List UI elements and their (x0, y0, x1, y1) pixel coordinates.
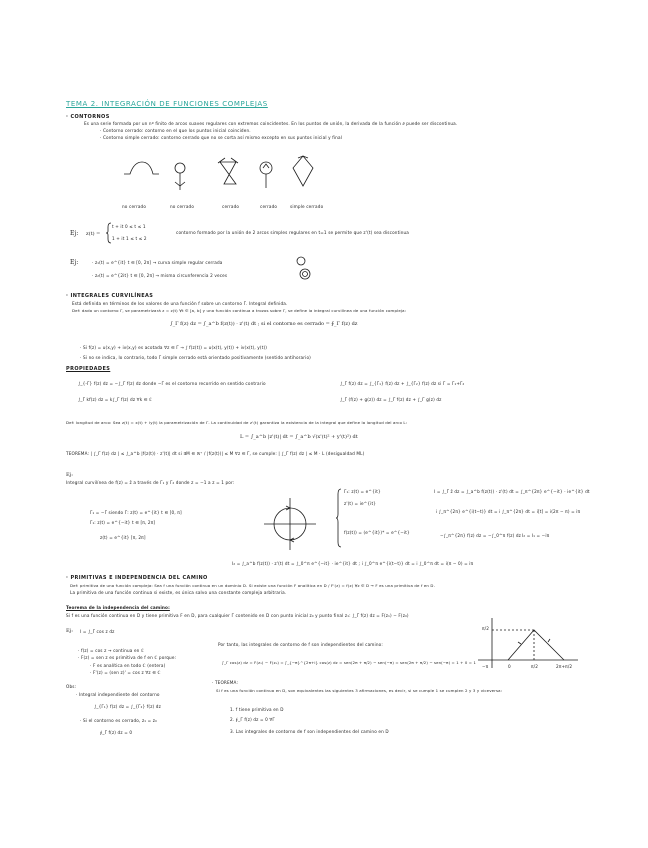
small-circle-icon (296, 256, 306, 266)
longitud-formula: L = ∫_a^b |z'(t)| dt = ∫_a^b √(x'(t)² + y'(t)²) dt (240, 434, 358, 440)
ejemplo-bottom: I₂ = ∫_a^b f(z(t)) · z'(t) dt = ∫_0^π e^{−it} · ie^{it} dt ; i ∫_0^π e^{i(t−t)} dt = i ∫_0^π dt = i(π − 0) = iπ (232, 561, 474, 566)
obs-1: · Integral independiente del contorno (76, 692, 160, 697)
ejemplo-i1: I = ∫_Γ z̄ dz = ∫_a^b f(z(t)) · z'(t) dt = ∫_π^{2π} e^{−it} · ie^{it} dt (434, 489, 590, 494)
prim-b1: · f(z) = cos z → continua en ℂ (78, 648, 145, 653)
integrales-formula: ∫_Γ f(z) dz = ∫_a^b f(z(t)) · z'(t) dt ; si el contorno es cerrado = ∮_Γ f(z) dz (170, 321, 358, 327)
ejemplo-label: Ej: (66, 472, 73, 478)
ejemplo-gamma-1b: Γ₁: z(t) = e^{−it} t ∈ [π, 2π] (90, 520, 156, 525)
propiedad-1: ∫_{-Γ} f(z) dz = −∫_Γ f(z) dz donde −Γ es el contorno recorrido en sentido contrario (78, 381, 266, 386)
prim-b4: · F'(z) = (sen z)' = cos z ∀z ∈ ℂ (90, 670, 161, 675)
prim-ej-label: Ej: (66, 628, 73, 634)
graph-tick-4: 2π+π/2 (556, 664, 573, 669)
propiedades-heading: PROPIEDADES (66, 366, 111, 372)
teorema-item-1: 1. f tiene primitiva en D (230, 707, 284, 712)
contornos-def: Es una serie formada por un nº finito de arcos suaves regulares con extremos coincidentes. En los puntos de unión, la derivada de la función ∂ puede ser discontinua. (84, 121, 458, 126)
primitivas-teorema-head: Teorema de la independencia del camino: (66, 605, 170, 610)
unit-circle-diagram (262, 496, 318, 552)
contornos-bullet-1: · Contorno cerrado: contorno en el que los puntos inicial coinciden. (100, 128, 251, 133)
prim-por-tanto: Por tanto, las integrales de contorno de f son independientes del camino: (218, 642, 383, 647)
teorema-text: Si f es una función continua en D, son equivalentes las siguientes 3 afirmaciones, es decir, si se cumple 1 se cumplen 2 y 3 y viceversa: (216, 688, 503, 693)
integrales-note-2: · Si no se indica, lo contrario, todo Γ simple cerrado está orientado positivamente (sentido antihorario) (80, 355, 311, 360)
ejemplo-i2: i ∫_π^{2π} e^{i(t−t)} dt = i ∫_π^{2π} dt = i[t] = i(2π − π) = iπ (436, 509, 581, 514)
ejemplo-gamma-1: Γ₁ = −Γ siendo Γ: z(t) = e^{it} t ∈ [0, π] (90, 510, 182, 515)
primitivas-def-2: La primitiva de una función continua si existe, es única salvo una constante compleja arbitraria. (70, 590, 287, 595)
integrales-note-1: · Si f(z) = u(x,y) + iv(x,y) es acotada ∀z ∈ Γ → ∫ f(z(t)) = u(x(t), y(t)) + iv(x(t), y(t)) (80, 345, 268, 350)
primitivas-teorema: Si f es una función continua en D y tiene primitiva F en D, para cualquier Γ contenido en D con punto inicial z₀ y punto final z₁: ∫_Γ f(z) dz = F(z₁) − F(z₀) (66, 613, 409, 618)
ej-z-def: z(t) = (86, 231, 101, 237)
prim-ej: I = ∫_Γ cos z dz (80, 629, 115, 634)
graph-tick-1: −π (482, 664, 489, 669)
ej2-line-a: · z₁(t) = e^{it} t ∈ [0, 2π] → curva simple regular cerrada (92, 260, 223, 265)
contornos-heading: · CONTORNOS (66, 114, 110, 120)
ejemplo-i3: −∫_π^{2π} f(z) dz = −∫_0^π f(z) dz (440, 533, 521, 538)
figure-label-3: cerrado (222, 204, 240, 209)
prim-b2: · F(z) = sen z es primitiva de f en ℂ porque: (78, 655, 177, 660)
ejemplo-r2: z'(t) = ie^{it} (344, 501, 377, 506)
contour-figures (120, 152, 350, 200)
teorema-item-2: 2. ∮_Γ f(z) dz = 0 ∀Γ (230, 717, 275, 722)
ej-piece-2: 1 + it 1 ≤ t ≤ 2 (112, 236, 147, 241)
ej2-line-b: · z₂(t) = e^{2it} t ∈ [0, 2π] → misma circunferencia 2 veces (92, 273, 228, 278)
figure-label-1: no cerrado (122, 204, 147, 209)
prim-b3: · F es analítica en todo ℂ (entera) (90, 663, 166, 668)
integrales-heading: · INTEGRALES CURVILÍNEAS (66, 293, 154, 299)
propiedad-2: ∫_Γ kf(z) dz = k∫_Γ f(z) dz ∀k ∈ ℂ (78, 397, 153, 402)
integrales-def-2: Def: dado un contorno Γ, se parametrizará z = z(t) ∀t ∈ [a, b] y una función continua a trozos sobre Γ, se define la integral curvilínea de una función compleja: (72, 308, 407, 313)
graph-y-label: π/2 (482, 626, 490, 631)
result-brace (336, 488, 342, 548)
primitivas-heading: · PRIMITIVAS E INDEPENDENCIA DEL CAMINO (66, 575, 208, 581)
obs-2: ∫_{Γ₁} f(z) dz = ∫_{Γ₂} f(z) dz (94, 704, 161, 709)
figure-label-2: no cerrado (170, 204, 195, 209)
graph-tick-2: 0 (508, 664, 511, 669)
contornos-bullet-2: · Contorno simple cerrado: contorno cerrado que no se corta así mismo excepto en sus puntos inicial y final (100, 135, 342, 140)
ejemplo-r1: Γ₁: z(t) = e^{it} (344, 489, 381, 494)
figure-label-5: simple cerrado (290, 204, 324, 209)
function-graph (478, 616, 580, 670)
primitivas-def-1: Def: primitiva de una función compleja: Sea f una función continua en un dominio D. Si existe una función F analítica en D / F'(z) = f(z) ∀z ∈ D → F es una primitiva de f en D. (70, 583, 435, 588)
ejemplo-gamma-2: z(t) = e^{it} [π, 2π] (100, 535, 146, 540)
graph-tick-3: π/2 (531, 664, 539, 669)
ejemplo-r3: f(z(t)) = (e^{it})* = e^{−it} (344, 530, 410, 535)
obs-label: Obs: (66, 684, 77, 689)
ejemplo-i4: I₂ = I₁ = −iπ (522, 533, 550, 538)
obs-4: ∮_Γ f(z) dz = 0 (100, 730, 133, 735)
integrales-def-1: Está definida en términos de los valores de una función f sobre un contorno Γ. Integral definida. (72, 301, 288, 306)
ej-text: contorno formado por la unión de 2 arcos simples regulares en t=1 se permite que z'(t) sea discontinua (176, 230, 410, 235)
ej2-label: Ej: (70, 259, 79, 266)
ej-label: Ej: (70, 230, 79, 237)
ejemplo-enunciado: Integral curvilínea de f(z) = z̄ a través de Γ₁ y Γ₂ donde z = −1 a z = 1 por: (66, 480, 235, 485)
double-circle-icon (299, 268, 311, 280)
longitud-def: Def: longitud de arco: Sea z(t) = x(t) + iy(t) la parametrización de Γ. La continuidad de z'(t) garantiza la existencia de la integral que define la longitud del arco L: (66, 420, 408, 425)
teorema-label: · TEOREMA: (212, 680, 239, 685)
teorema-item-3: 3. Las integrales de contorno de f son independientes del camino en D (230, 729, 389, 734)
figure-label-4: cerrado (260, 204, 278, 209)
propiedad-4: ∫_Γ (f(z) + g(z)) dz = ∫_Γ f(z) dz + ∫_Γ g(z) dz (340, 397, 442, 402)
obs-3: · Si el contorno es cerrado, z₁ = z₀ (80, 718, 157, 723)
ej-piece-1: t + it 0 ≤ t ≤ 1 (112, 224, 146, 229)
longitud-teorema: TEOREMA: | ∫_Γ f(z) dz | ≤ ∫_a^b |f(z(t)) · z'(t)| dt si ∃M ∈ ℝ⁺ / |f(z(t))| ≤ M ∀z ∈ Γ, se cumple: | ∫_Γ f(z) dz | ≤ M · L (desigualdad ML) (66, 451, 365, 456)
prim-calc: ∫_Γ cos(z) dz = F(z₁) − F(z₀) = ∫_{−π}^{2π+i} cos(z) dz = sen(2π + π/2) − sen(−π) = sen(2π + π/2) − sen(−π) = 1 + 0 = 1 (222, 660, 477, 665)
page-title: TEMA 2. INTEGRACIÓN DE FUNCIONES COMPLEJAS (66, 100, 268, 108)
propiedad-3: ∫_Γ f(z) dz = ∫_{Γ₁} f(z) dz + ∫_{Γ₂} f(z) dz si Γ = Γ₁+Γ₂ (340, 381, 465, 386)
